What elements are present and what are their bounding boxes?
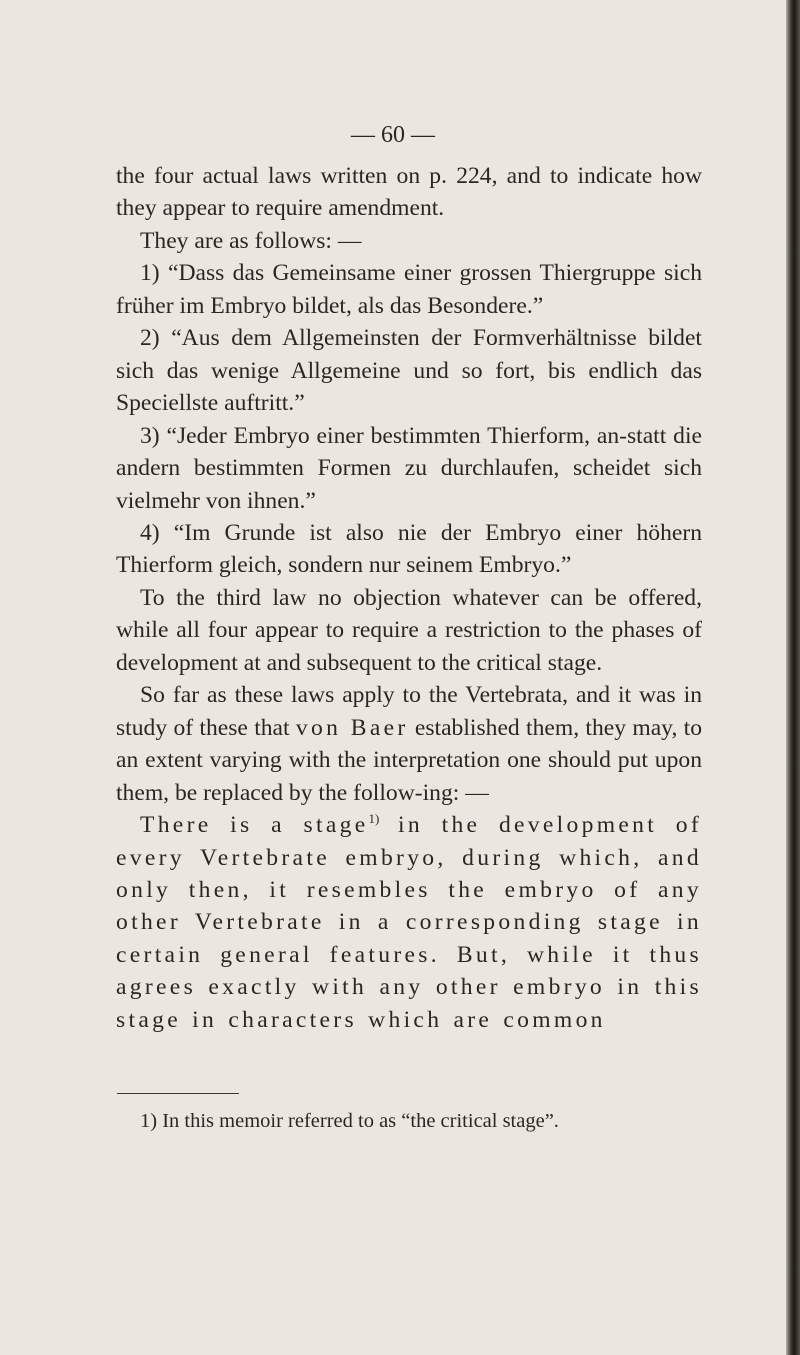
baer-text-before: So far as these laws apply to the Vertebrata, and it was in study of these that bbox=[116, 682, 702, 741]
restatement-after: in the development of every Vertebrate embryo, during which, and only then, it resembles the embryo of any other Vertebrate in a corresponding stage in certain general features. But, while it thus agrees exactly with any other embryo in this stage in characters which are common bbox=[116, 812, 702, 1033]
law-3: 3) “Jeder Embryo einer bestimmten Thierform, an-statt die andern bestimmten Formen zu durchlaufen, scheidet sich vielmehr von ihnen.” bbox=[116, 422, 702, 514]
footnote-rule bbox=[117, 1093, 239, 1094]
law-2: 2) “Aus dem Allgemeinsten der Formverhältnisse bildet sich das wenige Allgemeine und so fort, bis endlich das Speciellste auftritt.” bbox=[116, 325, 702, 417]
paragraph-follows: They are as follows: — bbox=[140, 227, 362, 254]
law-1: 1) “Dass das Gemeinsame einer grossen Thiergruppe sich früher im Embryo bildet, als das Besondere.” bbox=[116, 260, 702, 319]
footnote-marker: 1) bbox=[368, 811, 380, 827]
restatement-before: There is a stage bbox=[140, 812, 369, 839]
paragraph-third-law: To the third law no objection whatever can be offered, while all four appear to require a restriction to the phases of development at and subsequent to the critical stage. bbox=[116, 584, 702, 676]
paragraph-intro: the four actual laws written on p. 224, and to indicate how they appear to require amendment. bbox=[116, 163, 702, 222]
author-name: von Baer bbox=[295, 714, 409, 741]
baer-text-after: established them, they may, to an extent varying with the interpretation one should put upon them, be replaced by the follow-ing: — bbox=[116, 714, 703, 806]
law-4: 4) “Im Grunde ist also nie der Embryo einer höhern Thierform gleich, sondern nur seinem Embryo.” bbox=[116, 519, 702, 579]
paragraph-restatement bbox=[116, 809, 702, 1036]
body-text bbox=[116, 120, 702, 1036]
footnote: 1) In this memoir referred to as “the critical stage”. bbox=[140, 1110, 559, 1132]
page-number: — 60 — bbox=[351, 122, 435, 148]
page-edge-shadow bbox=[786, 0, 800, 1355]
paragraph-vertebrata bbox=[116, 679, 702, 809]
